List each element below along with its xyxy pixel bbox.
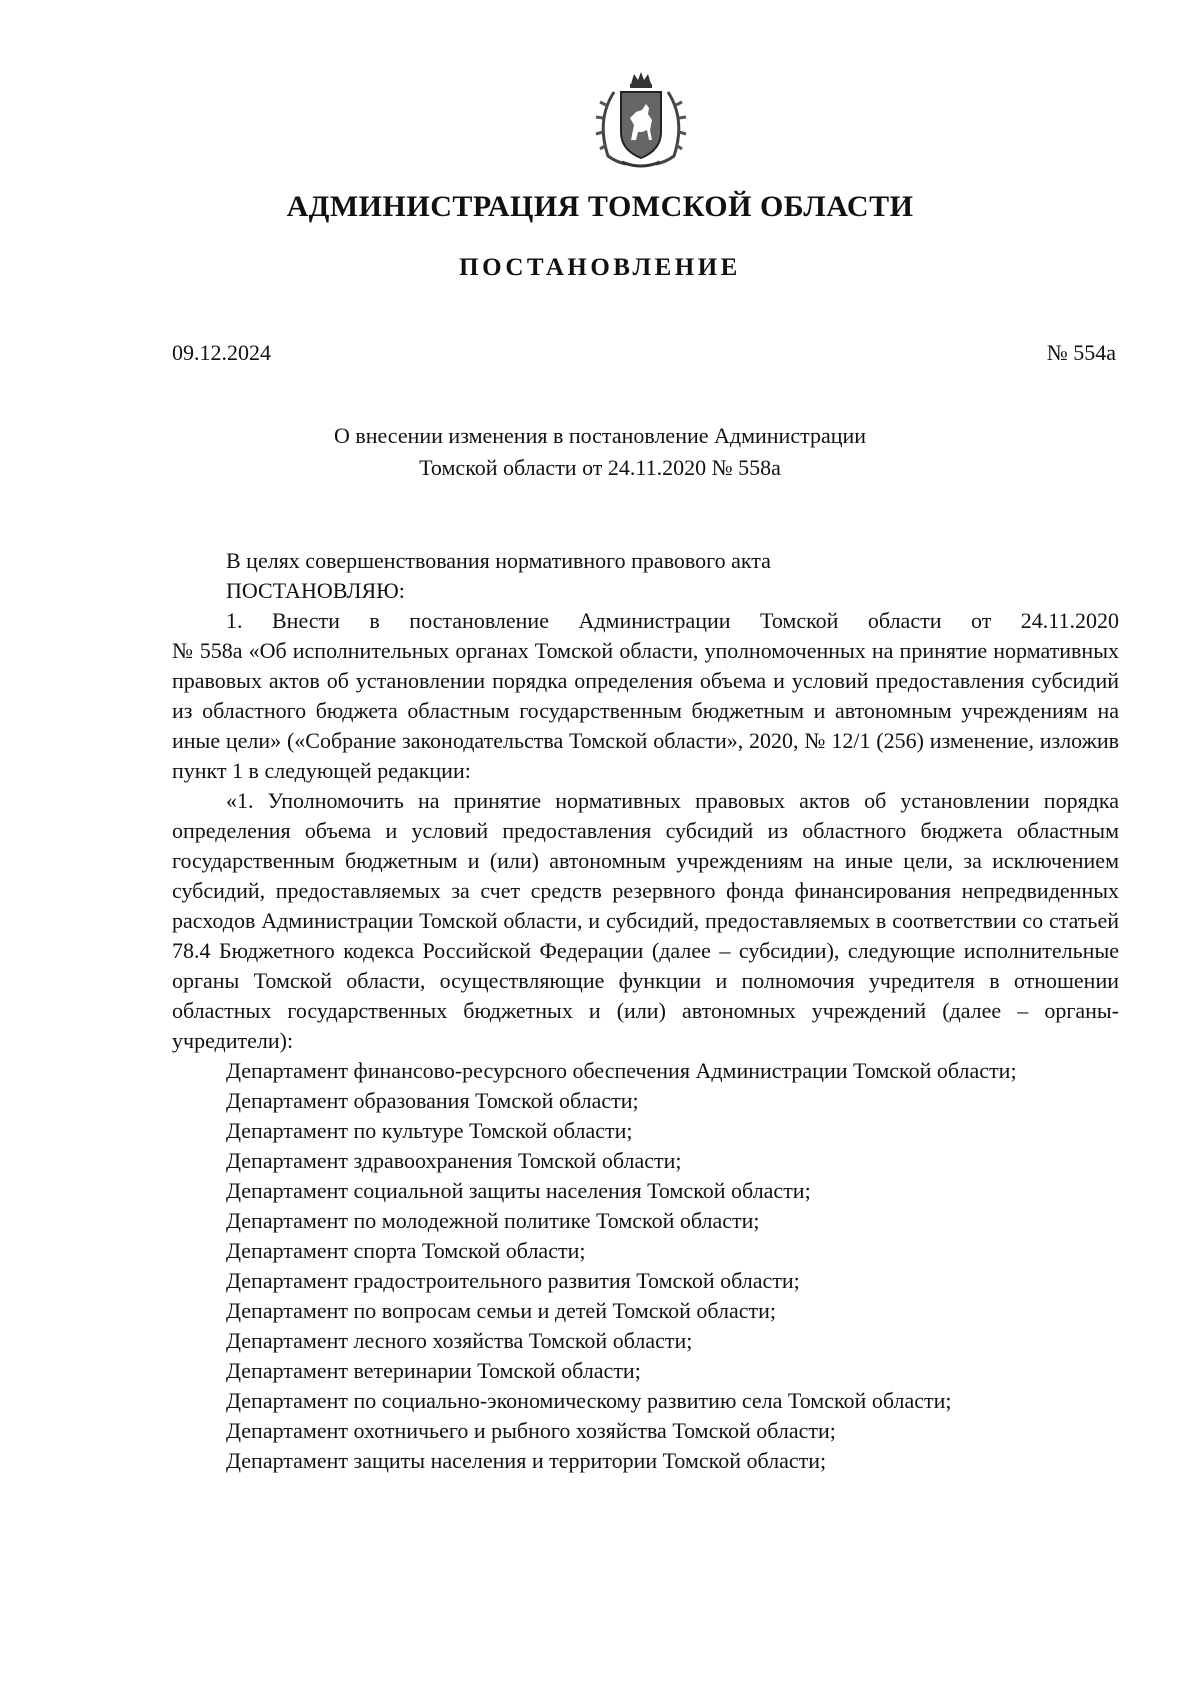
- item-1-first-line: 1. Внести в постановление Администрации Томской области от 24.11.2020: [226, 608, 1119, 633]
- resolve-statement: ПОСТАНОВЛЯЮ:: [226, 578, 405, 603]
- document-subject: [0, 420, 1200, 484]
- document-body: [172, 546, 1119, 1476]
- department-list-item: Департамент по культуре Томской области;: [226, 1118, 633, 1143]
- coat-of-arms-icon: [586, 70, 696, 170]
- document-number: № 554а: [1046, 340, 1116, 365]
- department-list-item: Департамент градостроительного развития Томской области;: [226, 1268, 800, 1293]
- organization-title: АДМИНИСТРАЦИЯ ТОМСКОЙ ОБЛАСТИ: [286, 190, 914, 223]
- department-list: [172, 1086, 1119, 1476]
- department-list-item: Департамент образования Томской области;: [226, 1088, 639, 1113]
- department-list-item: Департамент лесного хозяйства Томской области;: [226, 1328, 693, 1353]
- department-list-item: Департамент здравоохранения Томской области;: [226, 1148, 682, 1173]
- document-type: ПОСТАНОВЛЕНИЕ: [459, 254, 741, 281]
- department-list-item: Департамент охотничьего и рыбного хозяйства Томской области;: [226, 1418, 836, 1443]
- subject-line: О внесении изменения в постановление Администрации: [333, 423, 867, 448]
- subject-line: Томской области от 24.11.2020 № 558а: [419, 455, 781, 480]
- intro-paragraph: В целях совершенствования нормативного правового акта: [226, 548, 771, 573]
- department-list-item: Департамент финансово-ресурсного обеспечения Администрации Томской области;: [226, 1058, 1017, 1083]
- department-list-item: Департамент социальной защиты населения Томской области;: [226, 1178, 811, 1203]
- quoted-paragraph: «1. Уполномочить на принятие нормативных правовых актов об установлении порядка определения объема и условий предоставления субсидий из областного бюджета областным государственным бюджетным и (или) автономным учреждениям на иные цели, за исключением субсидий, предоставляемых за счет средств резервного фонда финансирования непредвиденных расходов Администрации Томской области, и субсидий, предоставляемых в соответствии со статьей 78.4 Бюджетного кодекса Российской Федерации (далее – субсидии), следующие исполнительные органы Томской области, осуществляющие функции и полномочия учредителя в отношении областных государственных бюджетных и (или) автономных учреждений (далее – органы-учредители):: [172, 788, 1119, 1053]
- document-date: 09.12.2024: [172, 340, 271, 365]
- department-list-item: Департамент по молодежной политике Томской области;: [226, 1208, 760, 1233]
- department-list-item: Департамент по вопросам семьи и детей Томской области;: [226, 1298, 777, 1323]
- department-list-item: Департамент защиты населения и территории Томской области;: [226, 1448, 827, 1473]
- department-list-item: Департамент ветеринарии Томской области;: [226, 1358, 641, 1383]
- department-list-item: Департамент спорта Томской области;: [226, 1238, 586, 1263]
- department-list-item: Департамент по социально-экономическому развитию села Томской области;: [226, 1388, 952, 1413]
- item-1-paragraph: № 558а «Об исполнительных органах Томской области, уполномоченных на принятие нормативных правовых актов об установлении порядка определения объема и условий предоставления субсидий из областного бюджета областным государственным бюджетным и автономным учреждениям на иные цели» («Собрание законодательства Томской области», 2020, № 12/1 (256) изменение, изложив пункт 1 в следующей редакции:: [172, 638, 1119, 783]
